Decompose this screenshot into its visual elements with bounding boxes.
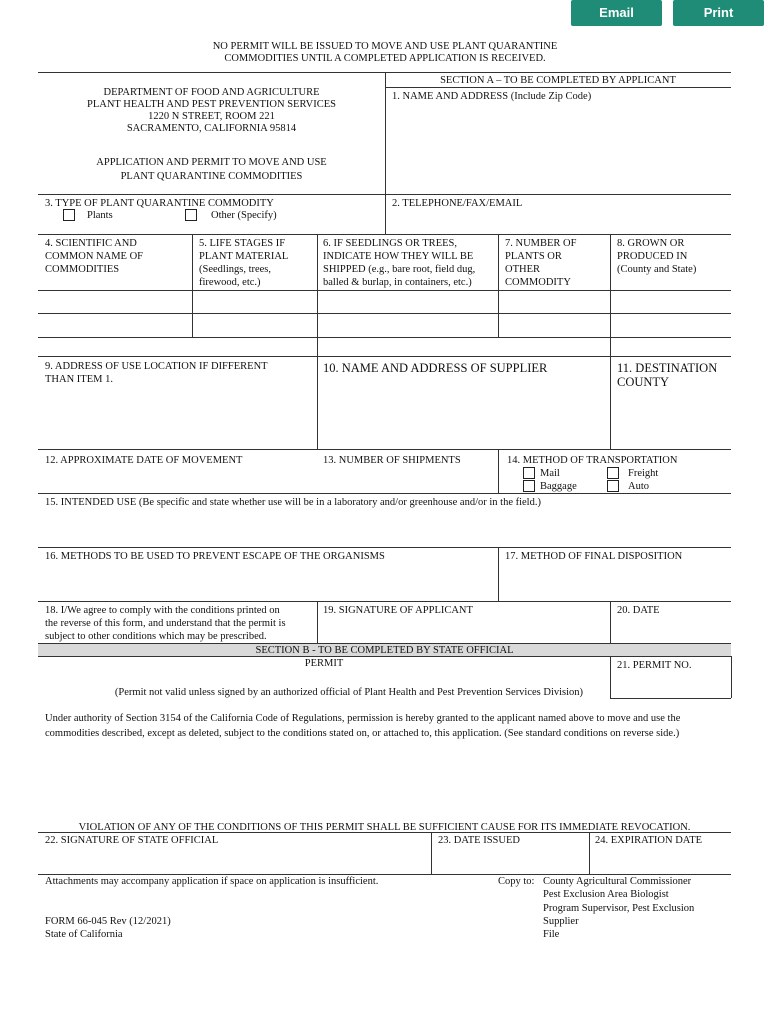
rule [317, 234, 318, 449]
field-8-label: (County and State) [617, 264, 697, 275]
rule [731, 656, 732, 698]
telephone-field[interactable] [388, 210, 728, 232]
rule [385, 72, 386, 235]
form-title-line-1: APPLICATION AND PERMIT TO MOVE AND USE [96, 157, 327, 168]
rule [38, 547, 731, 548]
plants-label: Plants [87, 210, 113, 221]
rule [317, 601, 318, 643]
baggage-checkbox[interactable] [523, 480, 535, 492]
section-a-heading: SECTION A – TO BE COMPLETED BY APPLICANT [440, 75, 676, 86]
plants-checkbox[interactable] [63, 209, 75, 221]
field-9-label: THAN ITEM 1. [45, 374, 113, 385]
field-13-label: 13. NUMBER OF SHIPMENTS [323, 455, 461, 466]
rule [38, 313, 731, 314]
copy-to-item: Supplier [543, 916, 579, 927]
mail-checkbox[interactable] [523, 467, 535, 479]
rule [38, 337, 731, 338]
validity-note: (Permit not valid unless signed by an authorized official of Plant Health and Pest Prevention Services Division) [114, 687, 584, 698]
rule [38, 290, 731, 291]
rule [38, 194, 731, 195]
rule [498, 449, 499, 493]
department-street: 1220 N STREET, ROOM 221 [148, 111, 275, 122]
field-7-label: 7. NUMBER OF [505, 238, 577, 249]
field-6-label: balled & burlap, in containers, etc.) [323, 277, 472, 288]
name-address-field[interactable] [388, 104, 728, 192]
other-checkbox[interactable] [185, 209, 197, 221]
field-8-label: PRODUCED IN [617, 251, 688, 262]
field-3-label: 3. TYPE OF PLANT QUARANTINE COMMODITY [45, 198, 274, 209]
freight-checkbox[interactable] [607, 467, 619, 479]
copy-to-item: Pest Exclusion Area Biologist [543, 889, 669, 900]
field-15-label: 15. INTENDED USE (Be specific and state whether use will be in a laboratory and/or greenhouse and/or in the field.) [45, 497, 541, 508]
rule [498, 547, 499, 601]
rule [498, 234, 499, 338]
field-5-label: firewood, etc.) [199, 277, 261, 288]
rule [38, 493, 731, 494]
field-2-label: 2. TELEPHONE/FAX/EMAIL [392, 198, 523, 209]
copy-to-item: Program Supervisor, Pest Exclusion [543, 903, 695, 914]
revocation-warning: VIOLATION OF ANY OF THE CONDITIONS OF THIS PERMIT SHALL BE SUFFICIENT CAUSE FOR ITS IMMEDIATE REVOCATION. [78, 822, 691, 833]
field-5-label: PLANT MATERIAL [199, 251, 289, 262]
notice-line-2: COMMODITIES UNTIL A COMPLETED APPLICATION IS RECEIVED. [224, 53, 546, 64]
field-6-label: SHIPPED (e.g., bare root, field dug, [323, 264, 476, 275]
rule [38, 234, 731, 235]
rule [610, 601, 611, 643]
field-18-label: 18. I/We agree to comply with the conditions printed on [45, 605, 280, 616]
copy-to-item: File [543, 929, 560, 940]
field-22-label: 22. SIGNATURE OF STATE OFFICIAL [45, 835, 219, 846]
field-11-label: COUNTY [617, 375, 670, 389]
field-23-label: 23. DATE ISSUED [438, 835, 520, 846]
form-number: FORM 66-045 Rev (12/2021) [45, 916, 171, 927]
copy-to-item: County Agricultural Commissioner [543, 876, 692, 887]
permit-heading: PERMIT [304, 658, 344, 669]
section-b-heading: SECTION B - TO BE COMPLETED BY STATE OFFICIAL [255, 645, 514, 656]
state-name: State of California [45, 929, 123, 940]
field-5-label: (Seedlings, trees, [199, 264, 272, 275]
field-19-label: 19. SIGNATURE OF APPLICANT [323, 605, 473, 616]
department-division: PLANT HEALTH AND PEST PREVENTION SERVICES [87, 99, 336, 110]
field-4-label: 4. SCIENTIFIC AND [45, 238, 137, 249]
field-17-label: 17. METHOD OF FINAL DISPOSITION [505, 551, 683, 562]
field-14-label: 14. METHOD OF TRANSPORTATION [507, 455, 678, 466]
field-6-label: INDICATE HOW THEY WILL BE [323, 251, 474, 262]
field-8-label: 8. GROWN OR [617, 238, 685, 249]
attachments-note: Attachments may accompany application if space on application is insufficient. [45, 876, 379, 887]
field-7-label: OTHER [505, 264, 540, 275]
freight-label: Freight [628, 468, 659, 479]
rule [38, 449, 731, 450]
field-20-label: 20. DATE [617, 605, 660, 616]
authority-paragraph: Under authority of Section 3154 of the California Code of Regulations, permission is hereby granted to the applicant named above to move and use the commodities described, except as deleted, subject to the conditions stated on, or attached to, this application. (See standard conditions on reverse side.) [45, 713, 681, 739]
field-18-label: subject to other conditions which may be prescribed. [45, 631, 267, 642]
rule [610, 234, 611, 449]
rule [38, 356, 731, 357]
field-11-label: 11. DESTINATION [617, 361, 718, 375]
field-6-label: 6. IF SEEDLINGS OR TREES, [323, 238, 457, 249]
notice-line-1: NO PERMIT WILL BE ISSUED TO MOVE AND USE PLANT QUARANTINE [212, 41, 558, 52]
rule [385, 87, 731, 88]
field-21-label: 21. PERMIT NO. [617, 660, 692, 671]
field-9-label: 9. ADDRESS OF USE LOCATION IF DIFFERENT [45, 361, 268, 372]
field-24-label: 24. EXPIRATION DATE [595, 835, 703, 846]
department-city: SACRAMENTO, CALIFORNIA 95814 [126, 123, 297, 134]
department-name: DEPARTMENT OF FOOD AND AGRICULTURE [103, 87, 320, 98]
field-1-label: 1. NAME AND ADDRESS (Include Zip Code) [392, 91, 592, 102]
field-12-label: 12. APPROXIMATE DATE OF MOVEMENT [45, 455, 243, 466]
auto-label: Auto [628, 481, 649, 492]
field-7-label: COMMODITY [505, 277, 571, 288]
other-label: Other (Specify) [211, 210, 277, 221]
rule [38, 601, 731, 602]
rule [431, 832, 432, 874]
field-5-label: 5. LIFE STAGES IF [199, 238, 286, 249]
rule [589, 832, 590, 874]
field-7-label: PLANTS OR [505, 251, 562, 262]
form-title-line-2: PLANT QUARANTINE COMMODITIES [120, 171, 303, 182]
rule [192, 234, 193, 338]
copy-to-label: Copy to: [498, 876, 535, 887]
auto-checkbox[interactable] [607, 480, 619, 492]
mail-label: Mail [540, 468, 560, 479]
email-button[interactable]: Email [571, 0, 662, 26]
field-16-label: 16. METHODS TO BE USED TO PREVENT ESCAPE OF THE ORGANISMS [45, 551, 385, 562]
field-4-label: COMMON NAME OF [45, 251, 144, 262]
field-10-label: 10. NAME AND ADDRESS OF SUPPLIER [323, 361, 548, 375]
field-18-label: the reverse of this form, and understand that the permit is [45, 618, 286, 629]
field-4-label: COMMODITIES [45, 264, 120, 275]
baggage-label: Baggage [540, 481, 577, 492]
print-button[interactable]: Print [673, 0, 764, 26]
